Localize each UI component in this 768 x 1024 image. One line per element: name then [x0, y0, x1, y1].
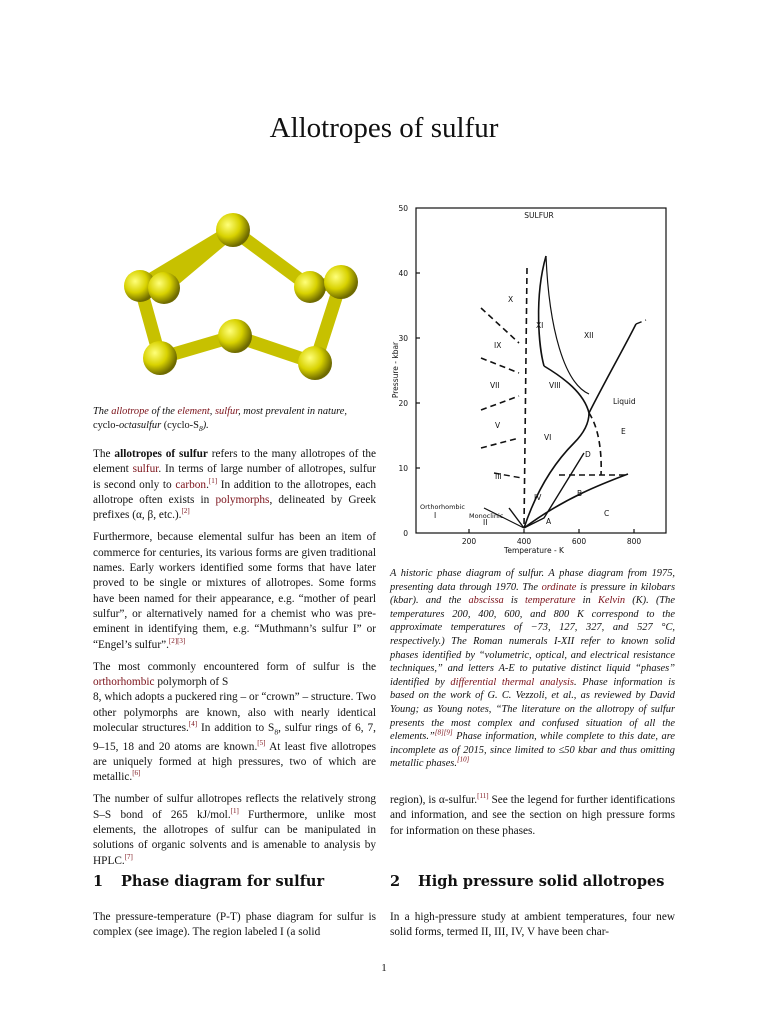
region-a: A — [546, 517, 552, 526]
region-vii: VII — [490, 381, 500, 390]
citation-10[interactable]: [10] — [456, 755, 470, 764]
region-i: I — [434, 511, 437, 520]
citation-2[interactable]: [2] — [181, 507, 190, 516]
section-1-number: 1 — [93, 873, 104, 890]
ytick-40: 40 — [398, 269, 408, 278]
link-sulfur-element[interactable]: sulfur — [132, 463, 159, 476]
ytick-30: 30 — [398, 334, 408, 343]
citation-11[interactable]: [11] — [477, 792, 489, 801]
section-1-title: Phase diagram for sulfur — [121, 873, 325, 890]
region-vi: VI — [544, 433, 552, 442]
ytick-20: 20 — [398, 399, 408, 408]
link-temperature[interactable]: temperature — [525, 595, 576, 607]
page-title: Allotropes of sulfur — [269, 112, 499, 144]
section-1-heading — [93, 873, 324, 890]
link-allotrope[interactable]: allotrope — [111, 406, 149, 417]
x-axis-label: Temperature - K — [504, 546, 564, 555]
cyclo-octasulfur-image — [92, 200, 374, 400]
citation-4[interactable]: [4] — [188, 720, 198, 729]
section-2-number: 2 — [390, 873, 401, 890]
region-orthorhombic: Orthorhombic — [420, 503, 465, 511]
link-polymorphs[interactable]: polymorphs — [215, 493, 270, 506]
citation-8-9[interactable]: [8][9] — [434, 728, 453, 737]
intro-paragraph-1: The allotropes of sulfur refers to the many allotropes of the element sulfur. In terms of large number of allotropes, sulfur is second only to carbon.[1] In addition to the allotropes, each allotrope often exists in polymorphs, delineated by Greek prefixes (α, β, etc.).[2] — [93, 448, 377, 522]
section-2-title: High pressure solid allotropes — [418, 873, 665, 890]
xtick-600: 600 — [571, 537, 587, 546]
citation-6[interactable]: [6] — [132, 769, 141, 778]
ytick-50: 50 — [398, 204, 408, 213]
link-carbon[interactable]: carbon — [175, 478, 207, 491]
region-iv: IV — [534, 493, 542, 502]
xtick-200: 200 — [461, 537, 477, 546]
link-abscissa[interactable]: abscissa — [468, 595, 504, 607]
link-kelvin[interactable]: Kelvin — [597, 595, 626, 607]
citation-1b[interactable]: [1] — [230, 807, 239, 816]
intro-paragraph-2: Furthermore, because elemental sulfur has been an item of commerce for centuries, its various forms are given traditional names. Early workers identified some forms that have later proved to be single or mixtures of allotropes. Some forms have been named for their appearance, e.g. “mother of pearl sulfur”, or alternatively named for a chemist who was pre-eminent in identifying them, e.g. “Muthmann’s sulfur I” or “Engel’s sulfur”.[2][3] — [93, 531, 376, 651]
region-iii: III — [495, 472, 502, 481]
region-viii: VIII — [549, 381, 561, 390]
region-ii: II — [483, 518, 488, 527]
citation-1[interactable]: [1] — [208, 476, 218, 485]
y-axis-label: Pressure - kbar — [391, 341, 400, 399]
citation-5[interactable]: [5] — [257, 738, 266, 747]
region-x: X — [508, 295, 514, 304]
link-element[interactable]: element — [177, 406, 210, 417]
intro-paragraph-3: The most commonly encountered form of sulfur is the orthorhombic polymorph of S 8, which adopts a puckered ring – or “crown” – structure. Two other polymorphs are known, also with nearly identical molecular structures.[4] In addition to $S_8$, sulfur rings of 6, 7, 9–15, 18 and 20 atoms are known.[5] At least five allotropes are uniquely formed at high pressures, two of which are metallic.[6] — [93, 660, 376, 784]
region-d: D — [585, 450, 591, 459]
region-v: V — [495, 421, 501, 430]
region-c: C — [604, 509, 610, 518]
diagram-title: SULFUR — [524, 211, 554, 220]
xtick-400: 400 — [516, 537, 532, 546]
sulfur-phase-diagram — [384, 198, 676, 560]
intro-paragraph-4: The number of sulfur allotropes reflects the relatively strong S–S bond of 265 kJ/mol.[1] Furthermore, unlike most elements, the allotropes of sulfur can be manipulated in solutions of organic solvents and is amenable to analysis by HPLC.[7] — [93, 793, 376, 867]
ytick-10: 10 — [398, 464, 408, 473]
section-2-text: In a high-pressure study at ambient temperatures, four new solid forms, termed II, III, IV, V have been char- — [390, 911, 675, 939]
region-monoclinic: Monoclinic — [469, 512, 504, 520]
intro-text — [93, 447, 376, 876]
figure2-caption: A historic phase diagram of sulfur. A phase diagram from 1975, presenting data through 1970. The ordinate is pressure in kilobars (kbar). and the abscissa is temperature in Kelvin (K). (The temperatures 200, 400, 600, and 800 K correspond to the approximate temperatures of −73, 127, 327, and 527 °C, respectively.) The Roman numerals I-XII refer to known solid phases identified by “volumetric, optical, and electrical resistance techniques,” and letters A-E to putative distinct liquid “phases” identified by differential thermal analysis. Phase information is based on the work of G. C. Vezzoli, et al., as reviewed by David Young; as Young notes, “The literature on the allotropy of sulfur presents the most complex and confused situation of all the elements.”[8][9] Phase information, while complete to this date, are incomplete as of 2015, since limited to ≤50 kbar and thus omitting metallic phases.[10] — [390, 568, 676, 770]
figure1-caption: The allotrope of the element, sulfur, most prevalent in nature, cyclo-octasulfur $(cyclo-S_8)$. — [93, 406, 348, 433]
region-xii: XII — [584, 331, 594, 340]
section-1-text: The pressure-temperature (P-T) phase diagram for sulfur is complex (see image). The region labeled I (a solid — [93, 911, 376, 939]
section-2-heading — [390, 873, 664, 890]
region-xi: XI — [536, 321, 544, 330]
region-e: E — [621, 427, 626, 436]
region-b: B — [577, 489, 583, 498]
xtick-800: 800 — [626, 537, 642, 546]
region-liquid: Liquid — [613, 397, 636, 406]
link-differential-thermal-analysis[interactable]: differential thermal analysis — [450, 676, 574, 688]
citation-7[interactable]: [7] — [124, 852, 133, 861]
page-number: 1 — [381, 962, 387, 974]
region-ix: IX — [494, 341, 502, 350]
citation-2-3[interactable]: [2][3] — [168, 636, 186, 645]
ytick-0: 0 — [403, 529, 408, 538]
link-orthorhombic[interactable]: orthorhombic — [93, 676, 155, 689]
link-sulfur[interactable]: sulfur — [215, 406, 239, 417]
right-paragraph: region), is α-sulfur.[11] See the legend for further identifications and information, and see the section on high pressure forms for information on these phases. — [390, 792, 675, 837]
link-ordinate[interactable]: ordinate — [541, 581, 577, 593]
